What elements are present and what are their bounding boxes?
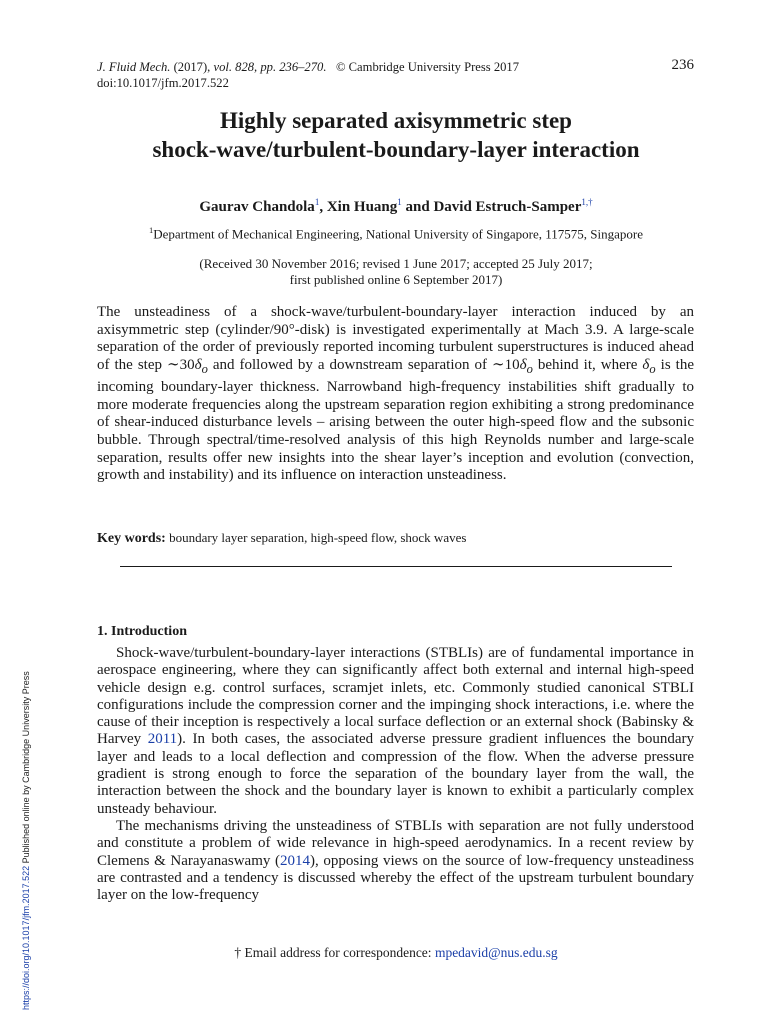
subscript-o: o — [526, 362, 533, 377]
author-3: David Estruch-Samper — [433, 199, 582, 215]
keywords — [97, 530, 694, 547]
dates-line-1: (Received 30 November 2016; revised 1 June 2017; accepted 25 July 2017; — [199, 256, 593, 271]
publication-dates — [0, 256, 768, 288]
doi-link[interactable]: https://doi.org/10.1017/jfm.2017.522 — [21, 865, 31, 1010]
delta-symbol: δ — [519, 357, 527, 374]
author-3-affiliation-link[interactable]: 1,† — [581, 197, 593, 207]
citation-link[interactable]: 2011 — [147, 731, 178, 748]
side-publication-note — [21, 671, 31, 1010]
dates-line-2: first published online 6 September 2017) — [289, 272, 503, 287]
email-link[interactable]: mpedavid@nus.edu.sg — [434, 945, 558, 960]
paragraph-2-text-a: The mechanisms driving the unsteadiness of STBLIs with separation are not fully understood and constitute a problem of wide relevance in high-speed aerodynamics. In a recent review by Clemens & Narayanaswamy ( — [97, 817, 694, 869]
doi: doi:10.1017/jfm.2017.522 — [97, 76, 229, 90]
paragraph-1-text-b: ). In both cases, the associated adverse pressure gradient influences the boundary layer and leads to a local deflection and compression of the flow. When the adverse pressure gradient is strong enough to force the separation of the boundary layer from the wall, the interaction between the shock and the boundary layer is known to exhibit a particularly complex unsteady behaviour. — [97, 731, 694, 817]
abstract-text-4: is the incoming boundary-layer thickness. Narrowband high-frequency instabilities shift gradually to more moderate frequencies along the upstream separation region exhibiting a strong predominance of shear-induced disturbance levels – arising between the outer high-speed flow and the subsonic bubble. Through spectral/time-resolved analysis of this high Reynolds number and large-scale separation, results offer new insights into the shear layer’s inception and evolution (convection, growth and instability) and its influence on interaction unsteadiness. — [97, 357, 694, 484]
journal-year: (2017), — [173, 60, 211, 74]
author-list: Gaurav Chandola$^1$, Xin Huang$^1$ and David Estruch-Samper$^{1,\dagger}$ — [199, 197, 593, 215]
subscript-o: o — [201, 362, 208, 377]
abstract — [97, 304, 694, 485]
journal-name: J. Fluid Mech. — [97, 60, 171, 74]
title-line-2: shock-wave/turbulent-boundary-layer interaction — [152, 137, 640, 162]
author-2: Xin Huang — [326, 199, 398, 215]
keywords-label: Key words: — [97, 531, 166, 546]
affiliation-marker: 1 — [148, 225, 154, 235]
copyright: © Cambridge University Press 2017 — [335, 60, 520, 74]
citation-line — [97, 59, 697, 75]
correspondence-footnote — [0, 945, 768, 961]
footnote-label: † Email address for correspondence: — [234, 945, 435, 960]
paragraph-1 — [97, 645, 694, 818]
divider-rule — [120, 566, 672, 567]
abstract-text-2: and followed by a downstream separation of ∼10 — [207, 357, 520, 374]
section-heading: 1. Introduction — [97, 624, 187, 639]
author-2-affiliation-link[interactable]: 1 — [397, 197, 402, 207]
author-1: Gaurav Chandola — [199, 199, 315, 215]
abstract-text-3: behind it, where — [532, 357, 643, 374]
delta-symbol: δ — [194, 357, 202, 374]
abstract-text-1: The unsteadiness of a shock-wave/turbulent-boundary-layer interaction induced by an axisymmetric step (cylinder/90°-disk) is investigated experimentally at Mach 3.9. A large-scale separation of the order of previously reported incoming turbulent superstructures is induced ahead of the step ∼30 — [97, 304, 694, 374]
affiliation-text: Department of Mechanical Engineering, National University of Singapore, 117575, Singapore — [153, 226, 644, 242]
paragraph-2-text-b: ), opposing views on the source of low-frequency unsteadiness are contrasted and a tendency is discussed whereby the effect of the upstream turbulent boundary layer on the low-frequency — [97, 852, 695, 904]
subscript-o: o — [649, 362, 656, 377]
paper-title — [0, 106, 768, 164]
paragraph-2 — [97, 818, 694, 904]
published-online-text: Published online by Cambridge University Press — [21, 671, 31, 866]
citation-link[interactable]: 2014 — [280, 852, 310, 869]
page-number: 236 — [671, 57, 694, 73]
journal-volume: vol. 828, pp. 236–270. — [213, 60, 327, 74]
delta-symbol: δ — [642, 357, 650, 374]
title-line-1: Highly separated axisymmetric step — [220, 108, 572, 133]
paragraph-1-text-a: Shock-wave/turbulent-boundary-layer interactions (STBLIs) are of fundamental importance in aerospace engineering, where they can significantly affect both external and internal high-speed vehicle design e.g. control surfaces, scramjet inlets, etc. Commonly studied canonical STBLI configurations include the compression corner and the impinging shock interactions, i.e. where the cause of their inception is respectively a local surface deflection or an external shock (Babinsky & Harvey — [97, 645, 694, 748]
journal-header — [97, 59, 697, 91]
author-1-affiliation-link[interactable]: 1 — [314, 197, 320, 207]
affiliation — [0, 225, 768, 242]
author-connector: and — [401, 199, 434, 215]
introduction-body — [97, 645, 694, 904]
keywords-text: boundary layer separation, high-speed flow, shock waves — [165, 530, 467, 545]
